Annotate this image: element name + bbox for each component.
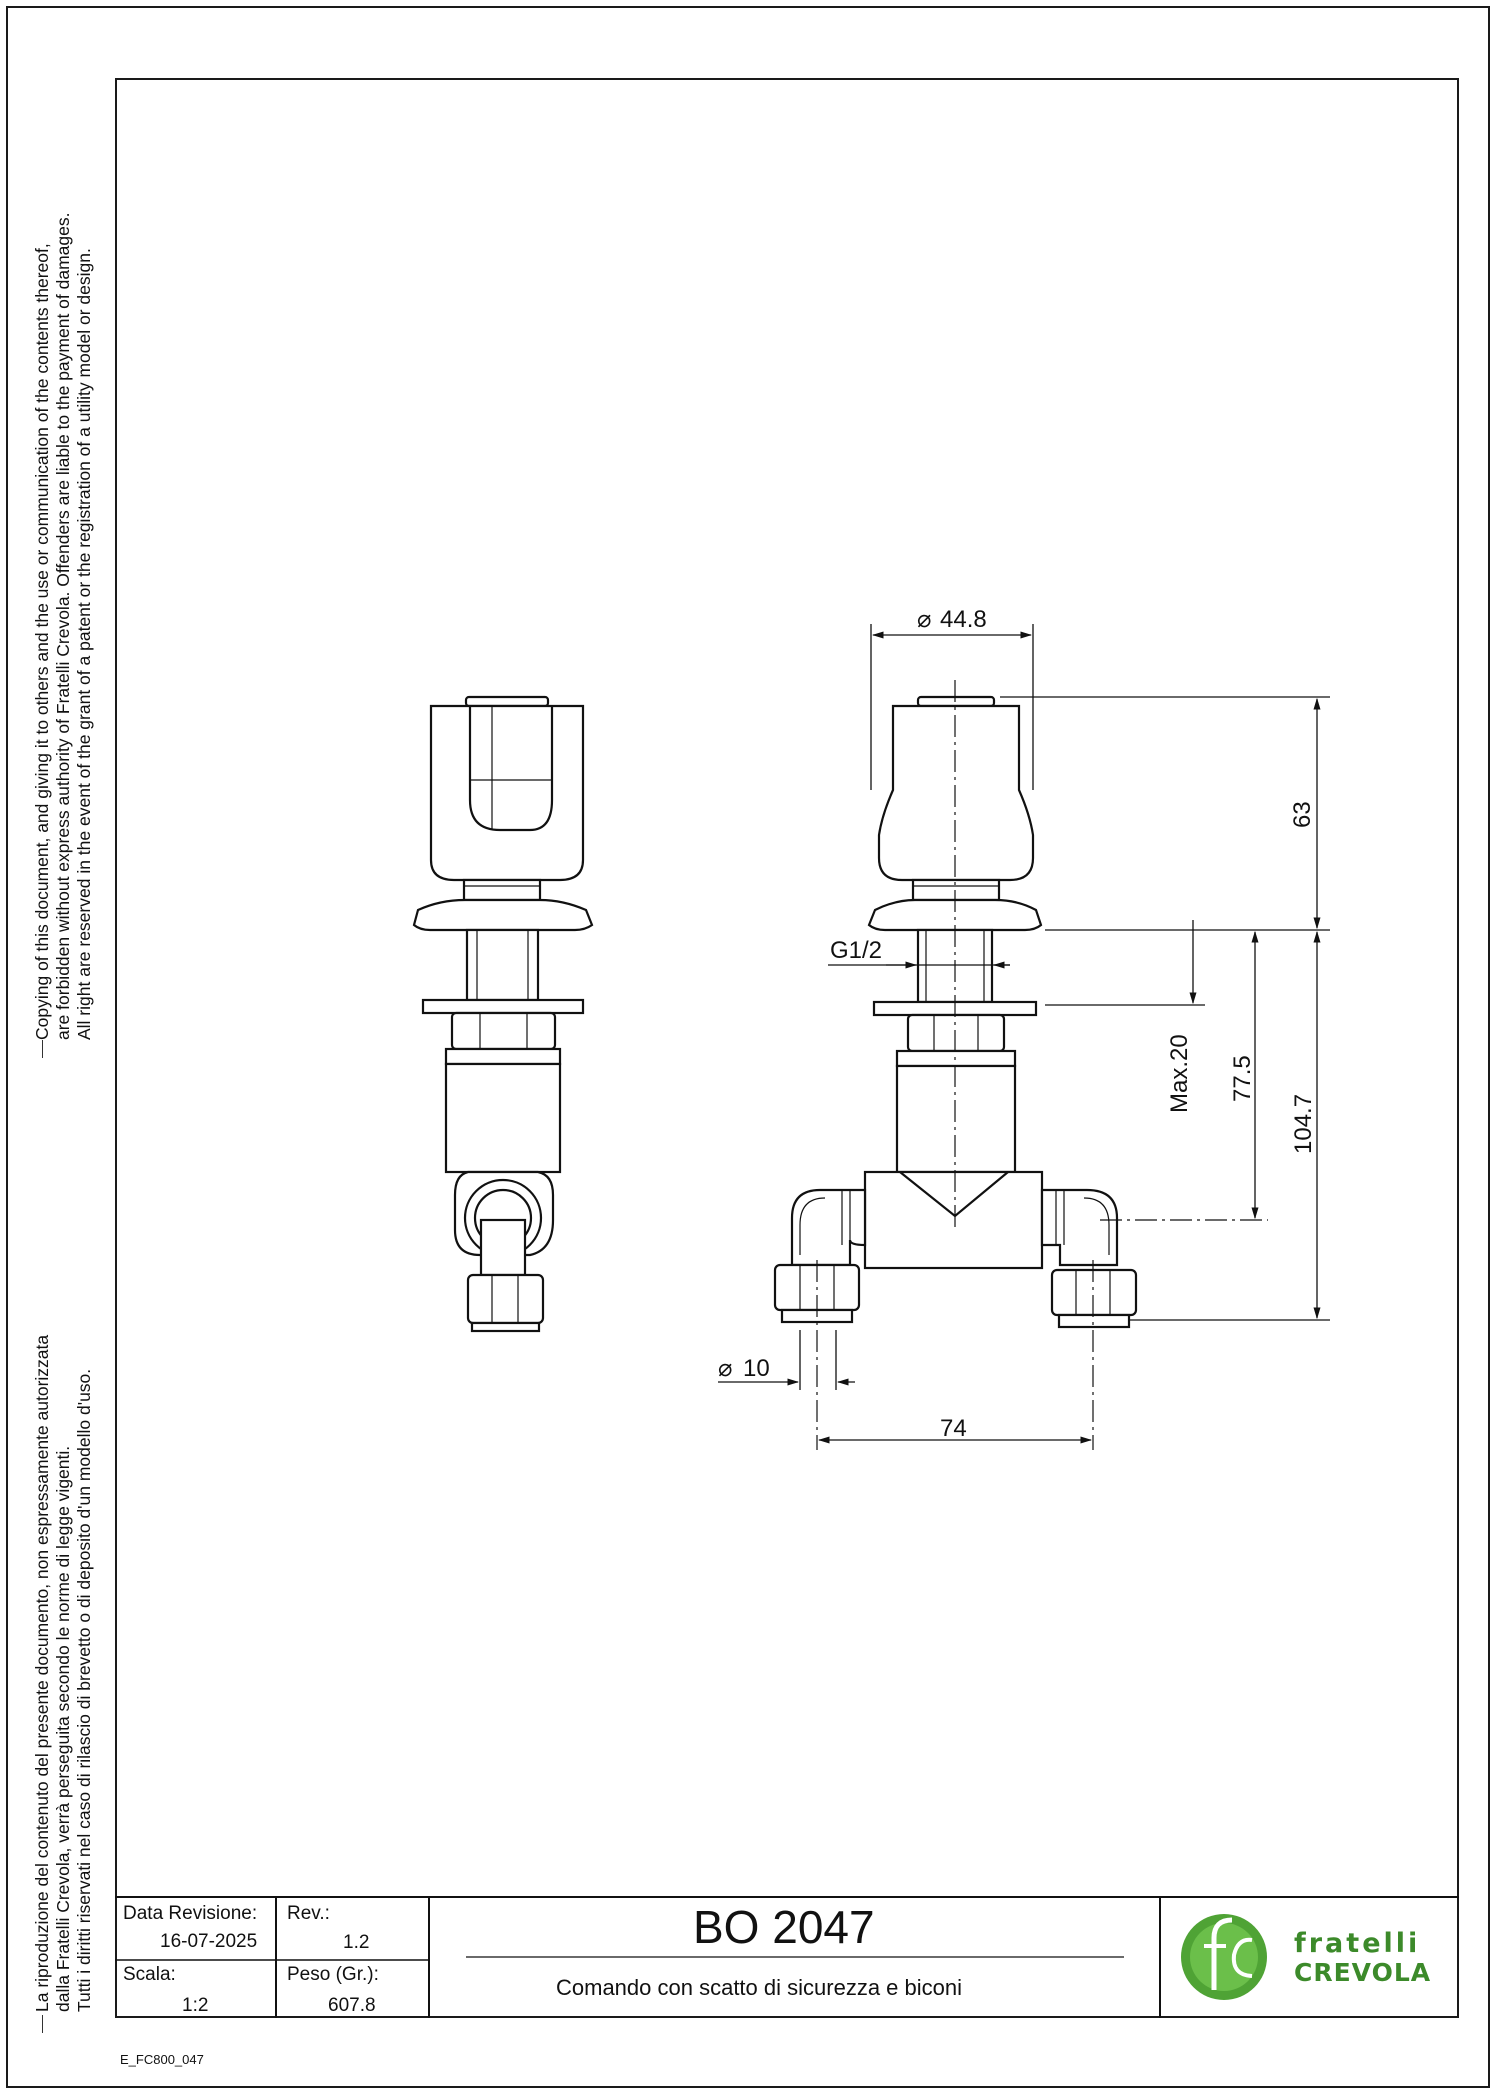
product-code: BO 2047 [693, 1901, 875, 1953]
legal-line: Tutti i diritti riservati nel caso di rilascio di brevetto o di deposito d'un modello d'uso. [74, 1368, 94, 2012]
dim-spacing: 74 [940, 1415, 967, 1442]
legal-line: La riproduzione del contenuto del presente documento, non espressamente autorizzata [32, 1334, 52, 2012]
dim-104-7: 104.7 [1290, 1093, 1317, 1154]
side-view [414, 697, 592, 1331]
dim-height-top: 63 [1289, 801, 1316, 828]
dim-77-5: 77.5 [1229, 1055, 1256, 1102]
dim-max-20: Max.20 [1166, 1034, 1193, 1113]
legal-line: are forbidden without express authority of Fratelli Crevola. Offenders are liable to the payment of damages. [53, 212, 73, 1040]
diameter-symbol: ⌀ [917, 606, 932, 633]
logo-word-fratelli: fratelli [1294, 1928, 1421, 1959]
legal-line: Copying of this document, and giving it to others and the use or communication of the contents thereof, [32, 243, 52, 1040]
revision-date: 16-07-2025 [160, 1931, 258, 1952]
weight-label: Peso (Gr.): [287, 1964, 379, 1985]
dim-diameter-top: 44.8 [940, 606, 987, 633]
center-lines [817, 680, 1268, 1450]
legal-line: All right are reserved in the event of the grant of a patent or the registration of a utility model or design. [74, 248, 94, 1040]
scale-label: Scala: [123, 1964, 176, 1985]
revision-date-label: Data Revisione: [123, 1903, 258, 1924]
dim-thread: G1/2 [830, 937, 883, 964]
diameter-symbol: ⌀ [718, 1355, 733, 1382]
weight-value: 607.8 [328, 1995, 376, 2016]
scale-value: 1:2 [182, 1995, 209, 2016]
drawing-code: E_FC800_047 [120, 2052, 204, 2067]
logo-word-crevola: CREVOLA [1294, 1958, 1432, 1987]
dim-diameter-pipe: 10 [743, 1355, 770, 1382]
rev-value: 1.2 [343, 1932, 370, 1953]
product-description: Comando con scatto di sicurezza e biconi [556, 1975, 962, 2000]
rev-label: Rev.: [287, 1903, 330, 1924]
logo-mark [1181, 1914, 1267, 2000]
legal-line: dalla Fratelli Crevola, verrà perseguita secondo le norme di legge vigenti. [53, 1445, 73, 2012]
